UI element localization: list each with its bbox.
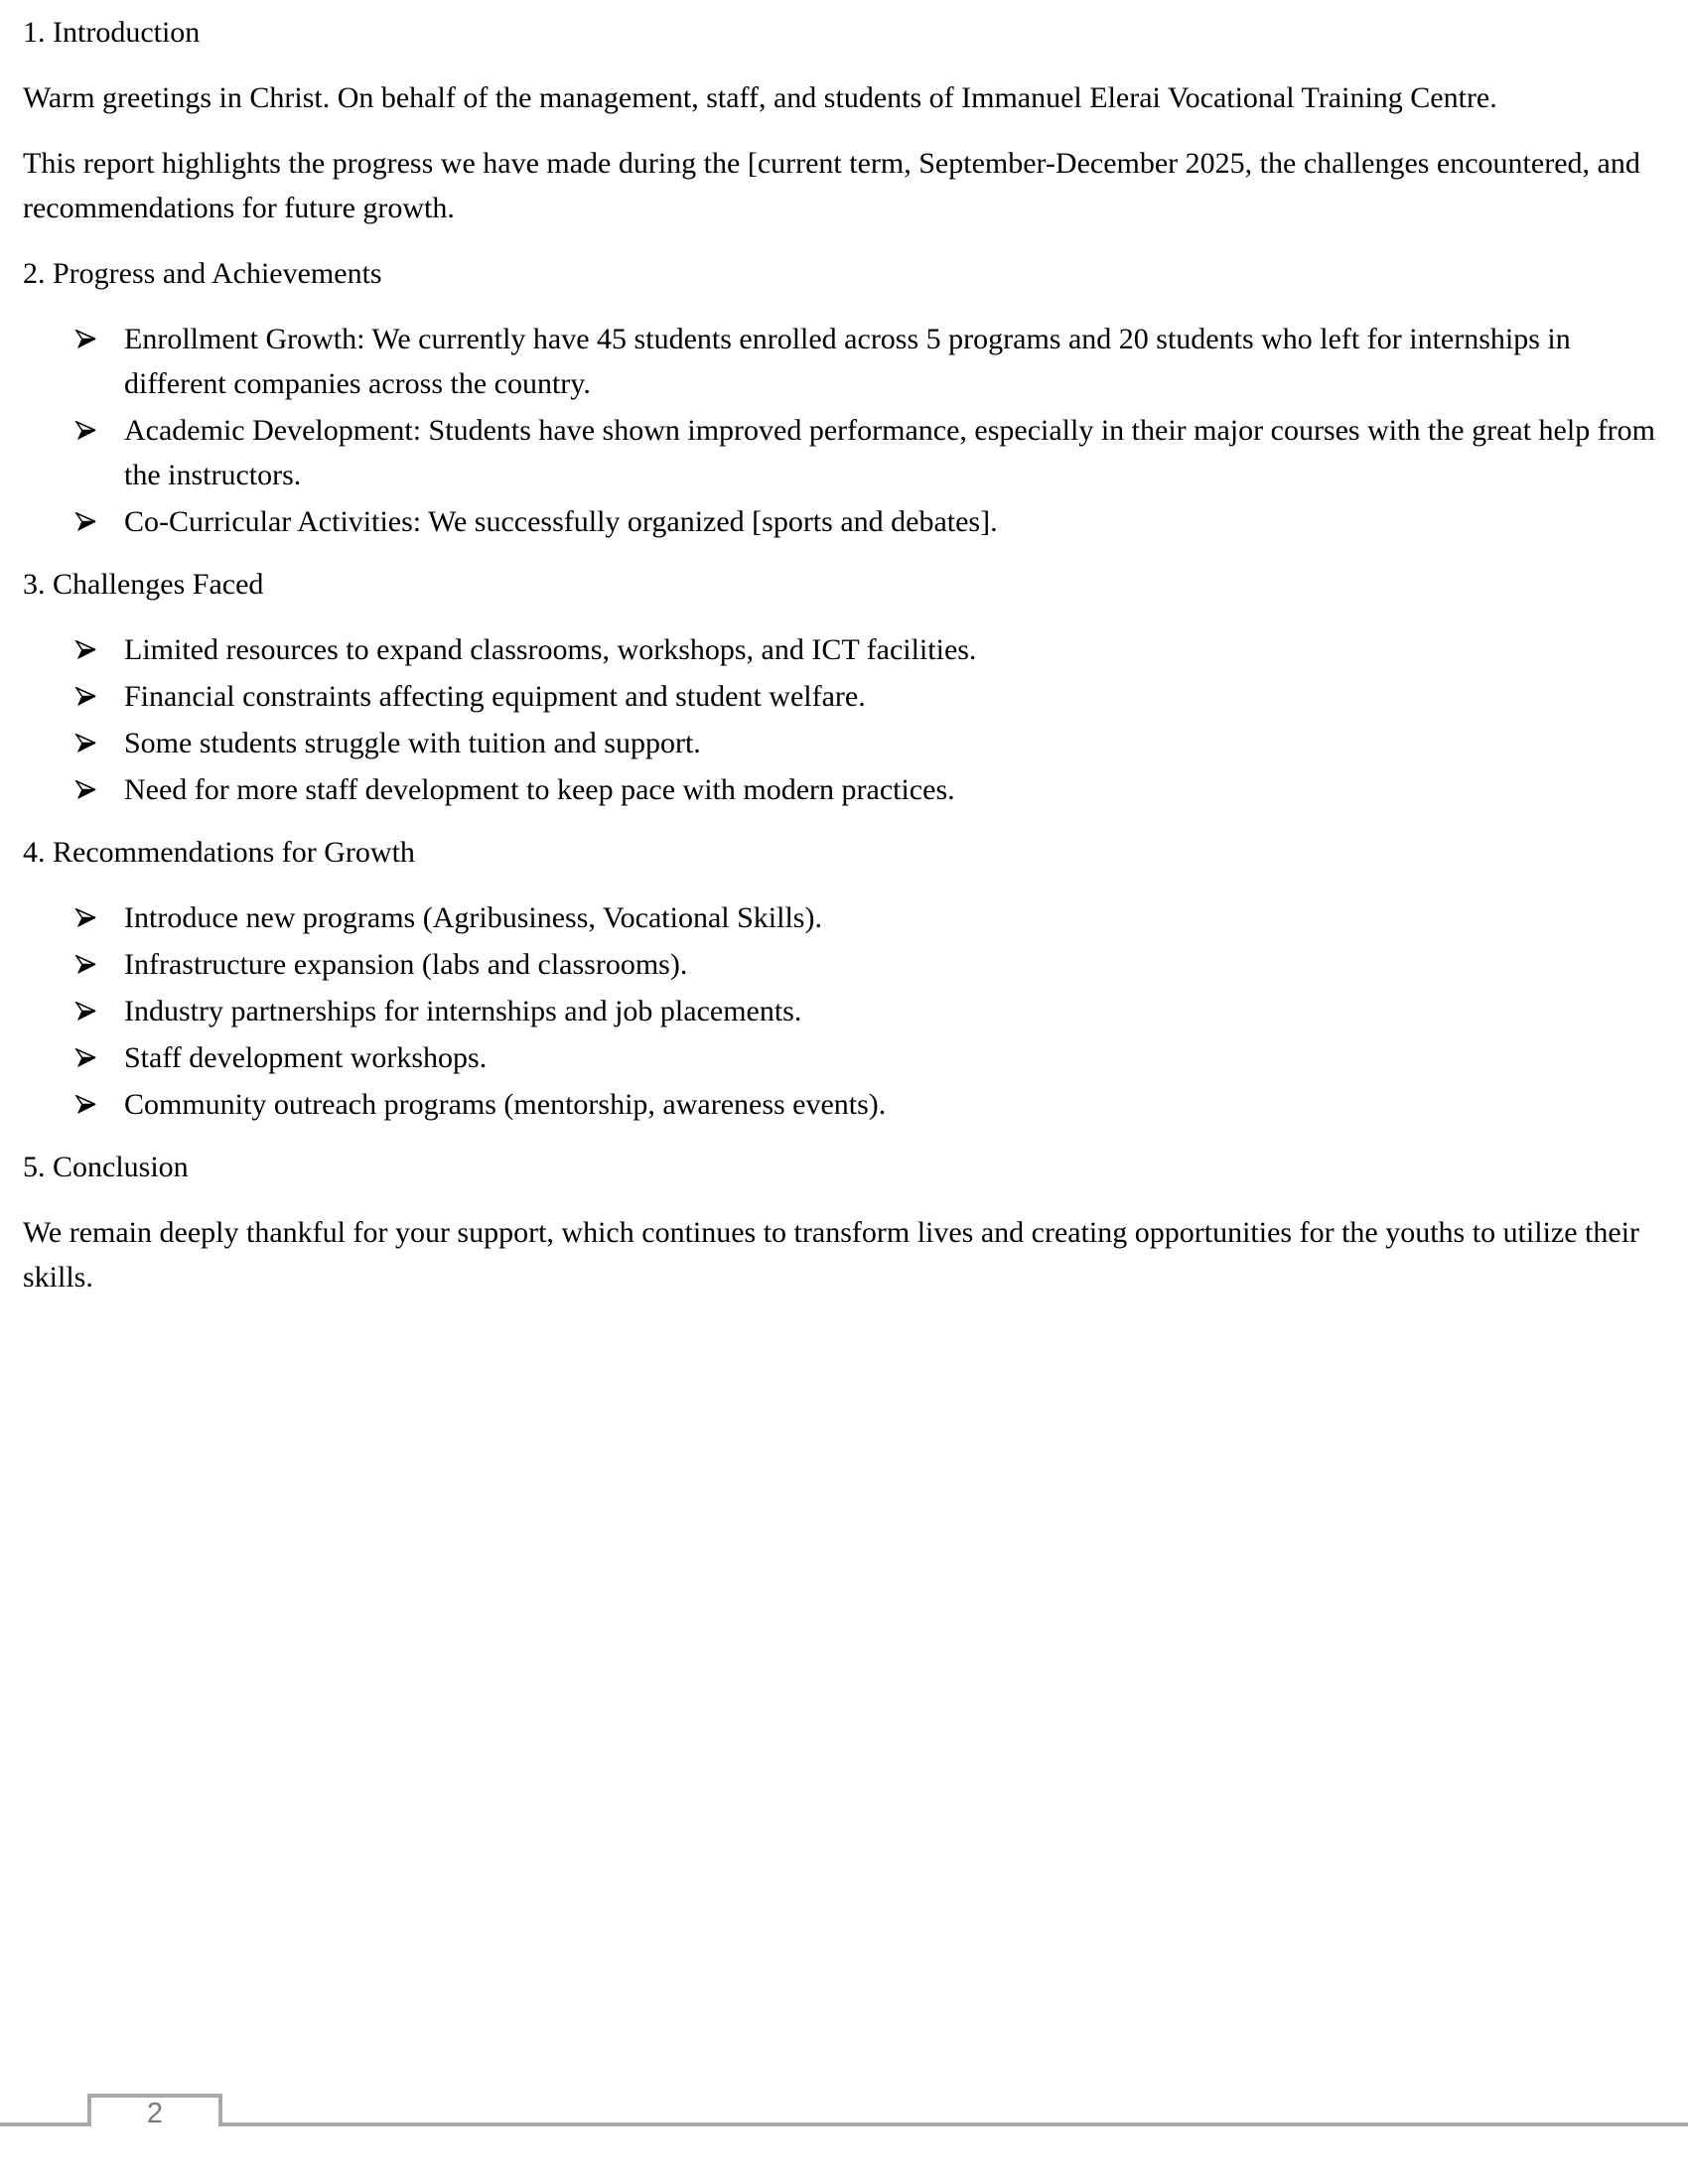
list-item (23, 317, 1674, 406)
list-item-text: Industry partnerships for internships and job placements. (124, 995, 802, 1027)
page-number: 2 (146, 2098, 164, 2129)
list-item (23, 408, 1674, 497)
list-item (23, 1035, 1674, 1080)
list-item-text: Need for more staff development to keep pace with modern practices. (124, 773, 955, 806)
list-item (23, 767, 1674, 812)
list-item-text: Financial constraints affecting equipment and student welfare. (124, 680, 866, 713)
paragraph: We remain deeply thankful for your support, which continues to transform lives and creating opportunities for the youths to utilize their skills. (23, 1216, 1640, 1294)
arrow-bullet-icon (74, 1095, 97, 1114)
footer-rule-left (0, 2122, 87, 2126)
section-heading: 4. Recommendations for Growth (23, 836, 415, 869)
arrow-bullet-icon (74, 421, 97, 440)
bullet-list (23, 627, 1674, 812)
list-item-text: Infrastructure expansion (labs and classrooms). (124, 948, 688, 981)
list-item-text: Enrollment Growth: We currently have 45 students enrolled across 5 programs and 20 students who left for internships in different companies across the country. (124, 323, 1571, 400)
paragraph: This report highlights the progress we have made during the [current term, September-December 2025, the challenges encountered, and recommendations for future growth. (23, 147, 1640, 224)
page-number-tab (87, 2094, 222, 2129)
arrow-bullet-icon (74, 1002, 97, 1021)
arrow-bullet-icon (74, 955, 97, 974)
arrow-bullet-icon (74, 780, 97, 799)
list-item-text: Co-Curricular Activities: We successfully organized [sports and debates]. (124, 505, 998, 538)
list-item-text: Some students struggle with tuition and support. (124, 727, 701, 759)
section-heading: 2. Progress and Achievements (23, 257, 382, 290)
list-item (23, 674, 1674, 719)
arrow-bullet-icon (74, 512, 97, 531)
arrow-bullet-icon (74, 687, 97, 706)
bullet-list (23, 317, 1674, 544)
document-body (23, 10, 1674, 1320)
section-heading: 1. Introduction (23, 16, 201, 49)
list-item-text: Introduce new programs (Agribusiness, Vocational Skills). (124, 901, 822, 934)
bullet-list (23, 895, 1674, 1127)
list-item (23, 499, 1674, 544)
section-heading: 5. Conclusion (23, 1151, 189, 1183)
list-item-text: Academic Development: Students have shown improved performance, especially in their major courses with the great help from the instructors. (124, 414, 1656, 491)
footer-rule-right (222, 2122, 1688, 2126)
list-item (23, 989, 1674, 1033)
arrow-bullet-icon (74, 908, 97, 927)
paragraph: Warm greetings in Christ. On behalf of the management, staff, and students of Immanuel Elerai Vocational Training Centre. (23, 81, 1497, 114)
list-item-text: Limited resources to expand classrooms, workshops, and ICT facilities. (124, 633, 977, 666)
arrow-bullet-icon (74, 1048, 97, 1067)
arrow-bullet-icon (74, 734, 97, 752)
arrow-bullet-icon (74, 640, 97, 659)
list-item (23, 1082, 1674, 1127)
list-item (23, 942, 1674, 987)
list-item (23, 721, 1674, 765)
list-item (23, 895, 1674, 940)
section-heading: 3. Challenges Faced (23, 568, 264, 601)
list-item-text: Staff development workshops. (124, 1041, 488, 1074)
list-item (23, 627, 1674, 672)
arrow-bullet-icon (74, 330, 97, 348)
list-item-text: Community outreach programs (mentorship, awareness events). (124, 1088, 887, 1121)
